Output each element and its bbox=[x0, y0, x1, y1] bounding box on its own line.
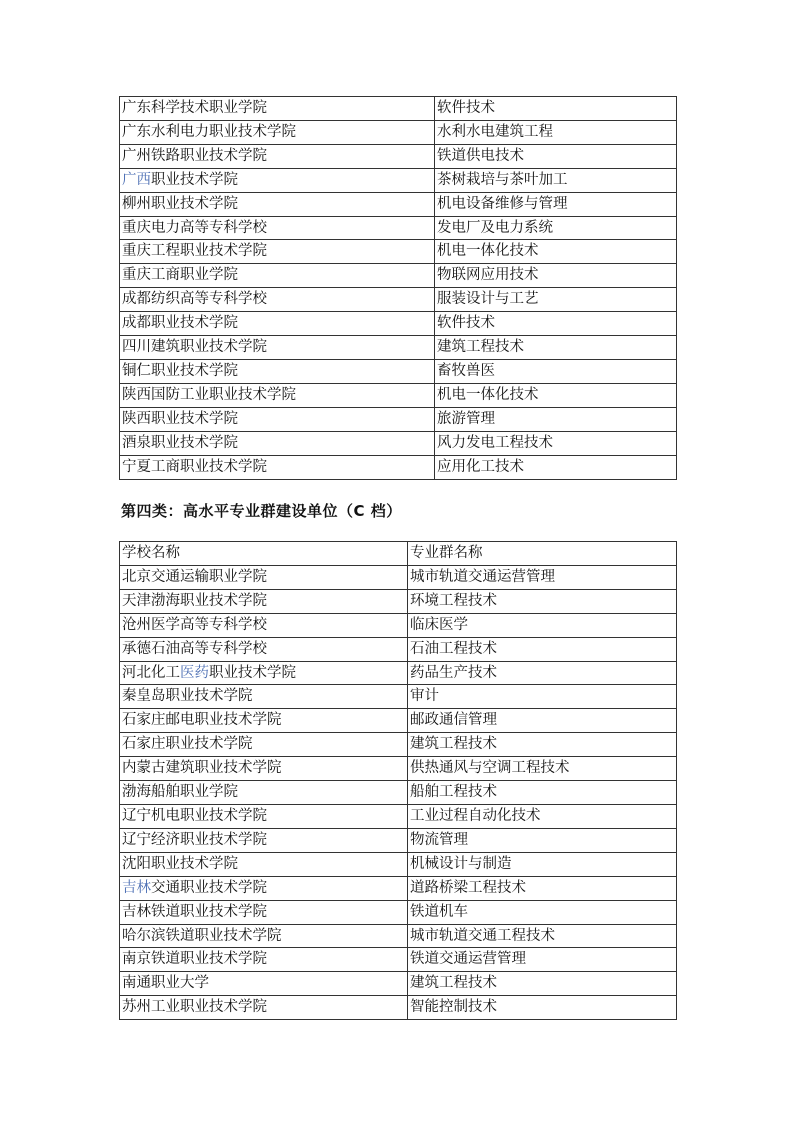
table-row bbox=[120, 216, 677, 240]
school-name-text: 陕西职业技术学院 bbox=[122, 410, 238, 427]
cell-major-group: 道路桥梁工程技术 bbox=[408, 876, 677, 900]
table-row bbox=[120, 359, 677, 383]
cell-school-name bbox=[120, 565, 408, 589]
cell-major-group: 软件技术 bbox=[435, 312, 677, 336]
cell-major-group: 风力发电工程技术 bbox=[435, 431, 677, 455]
cell-school-name bbox=[120, 996, 408, 1020]
table-row bbox=[120, 383, 677, 407]
school-name-text: 铜仁职业技术学院 bbox=[122, 362, 238, 379]
cell-major-group: 机电一体化技术 bbox=[435, 383, 677, 407]
cell-major-group: 水利水电建筑工程 bbox=[435, 120, 677, 144]
school-name-text: 职业技术学院 bbox=[151, 171, 238, 188]
table-high-level-continued bbox=[119, 96, 677, 480]
cell-school-name bbox=[120, 383, 435, 407]
cell-major-group: 铁道机车 bbox=[408, 900, 677, 924]
cell-school-name bbox=[120, 852, 408, 876]
cell-major-group: 旅游管理 bbox=[435, 407, 677, 431]
cell-school-name bbox=[120, 876, 408, 900]
cell-major-group: 机电一体化技术 bbox=[435, 240, 677, 264]
table-row bbox=[120, 144, 677, 168]
table-row bbox=[120, 97, 677, 121]
table-row bbox=[120, 431, 677, 455]
cell-major-group: 茶树栽培与茶叶加工 bbox=[435, 168, 677, 192]
cell-school-name bbox=[120, 407, 435, 431]
cell-school-name bbox=[120, 455, 435, 479]
table-row bbox=[120, 685, 677, 709]
table-body bbox=[120, 565, 677, 1019]
cell-major-group: 应用化工技术 bbox=[435, 455, 677, 479]
cell-major-group: 机电设备维修与管理 bbox=[435, 192, 677, 216]
school-name-text: 南京铁道职业技术学院 bbox=[122, 951, 267, 968]
cell-school-name bbox=[120, 312, 435, 336]
table-row bbox=[120, 192, 677, 216]
table-row bbox=[120, 852, 677, 876]
table-row bbox=[120, 168, 677, 192]
school-name-text: 秦皇岛职业技术学院 bbox=[122, 688, 253, 705]
table-c-tier-units bbox=[119, 541, 677, 1020]
school-name-text: 渤海船舶职业学院 bbox=[122, 784, 238, 801]
cell-school-name bbox=[120, 97, 435, 121]
school-name-text: 南通职业大学 bbox=[122, 975, 209, 992]
cell-major-group: 机械设计与制造 bbox=[408, 852, 677, 876]
cell-school-name bbox=[120, 589, 408, 613]
cell-major-group: 建筑工程技术 bbox=[408, 733, 677, 757]
table-row bbox=[120, 733, 677, 757]
cell-school-name bbox=[120, 288, 435, 312]
school-name-text: 石家庄职业技术学院 bbox=[122, 736, 253, 753]
cell-school-name bbox=[120, 168, 435, 192]
cell-major-group: 畜牧兽医 bbox=[435, 359, 677, 383]
school-name-text: 吉林铁道职业技术学院 bbox=[122, 903, 267, 920]
table-row bbox=[120, 924, 677, 948]
school-name-text: 酒泉职业技术学院 bbox=[122, 434, 238, 451]
cell-major-group: 智能控制技术 bbox=[408, 996, 677, 1020]
school-name-text: 成都职业技术学院 bbox=[122, 315, 238, 332]
table-row bbox=[120, 264, 677, 288]
cell-school-name bbox=[120, 972, 408, 996]
school-name-text: 广东水利电力职业技术学院 bbox=[122, 123, 296, 140]
cell-major-group: 城市轨道交通工程技术 bbox=[408, 924, 677, 948]
school-name-text: 交通职业技术学院 bbox=[151, 879, 267, 896]
cell-school-name bbox=[120, 613, 408, 637]
cell-school-name bbox=[120, 685, 408, 709]
school-name-text: 辽宁机电职业技术学院 bbox=[122, 807, 267, 824]
table-row bbox=[120, 288, 677, 312]
cell-major-group: 石油工程技术 bbox=[408, 637, 677, 661]
cell-school-name bbox=[120, 431, 435, 455]
table-row bbox=[120, 828, 677, 852]
table-row bbox=[120, 565, 677, 589]
school-name-text: 职业技术学院 bbox=[209, 664, 296, 681]
cell-school-name bbox=[120, 240, 435, 264]
table-row bbox=[120, 709, 677, 733]
school-name-text: 陕西国防工业职业技术学院 bbox=[122, 386, 296, 403]
table-row bbox=[120, 336, 677, 360]
cell-major-group: 工业过程自动化技术 bbox=[408, 804, 677, 828]
column-header-major-group: 专业群名称 bbox=[408, 542, 677, 566]
school-name-text: 承德石油高等专科学校 bbox=[122, 640, 267, 657]
cell-school-name bbox=[120, 336, 435, 360]
table-row bbox=[120, 876, 677, 900]
school-name-text: 石家庄邮电职业技术学院 bbox=[122, 712, 282, 729]
cell-major-group: 环境工程技术 bbox=[408, 589, 677, 613]
table-row bbox=[120, 757, 677, 781]
cell-school-name bbox=[120, 828, 408, 852]
school-name-text: 重庆工商职业学院 bbox=[122, 267, 238, 284]
school-name-text: 辽宁经济职业技术学院 bbox=[122, 831, 267, 848]
cell-school-name bbox=[120, 948, 408, 972]
cell-school-name bbox=[120, 661, 408, 685]
table-row bbox=[120, 972, 677, 996]
table-row bbox=[120, 589, 677, 613]
school-name-text: 哈尔滨铁道职业技术学院 bbox=[122, 927, 282, 944]
cell-school-name bbox=[120, 733, 408, 757]
cell-major-group: 城市轨道交通运营管理 bbox=[408, 565, 677, 589]
cell-major-group: 发电厂及电力系统 bbox=[435, 216, 677, 240]
school-name-text: 苏州工业职业技术学院 bbox=[122, 999, 267, 1016]
cell-major-group: 审计 bbox=[408, 685, 677, 709]
table-row bbox=[120, 455, 677, 479]
school-name-link[interactable]: 医药 bbox=[180, 664, 209, 681]
table-row bbox=[120, 781, 677, 805]
school-name-text: 沈阳职业技术学院 bbox=[122, 855, 238, 872]
cell-major-group: 船舶工程技术 bbox=[408, 781, 677, 805]
school-name-text: 沧州医学高等专科学校 bbox=[122, 616, 267, 633]
school-name-text: 宁夏工商职业技术学院 bbox=[122, 458, 267, 475]
school-name-text: 柳州职业技术学院 bbox=[122, 195, 238, 212]
school-name-text: 河北化工 bbox=[122, 664, 180, 681]
cell-major-group: 铁道交通运营管理 bbox=[408, 948, 677, 972]
cell-major-group: 软件技术 bbox=[435, 97, 677, 121]
table-row bbox=[120, 900, 677, 924]
school-name-text: 广州铁路职业技术学院 bbox=[122, 147, 267, 164]
cell-school-name bbox=[120, 924, 408, 948]
cell-major-group: 建筑工程技术 bbox=[435, 336, 677, 360]
table-row bbox=[120, 637, 677, 661]
table-row bbox=[120, 996, 677, 1020]
table-row bbox=[120, 804, 677, 828]
cell-school-name bbox=[120, 781, 408, 805]
cell-school-name bbox=[120, 264, 435, 288]
school-name-text: 四川建筑职业技术学院 bbox=[122, 339, 267, 356]
cell-school-name bbox=[120, 900, 408, 924]
school-name-text: 天津渤海职业技术学院 bbox=[122, 592, 267, 609]
section-heading: 第四类：高水平专业群建设单位（C 档） bbox=[121, 502, 402, 520]
school-name-text: 重庆电力高等专科学校 bbox=[122, 219, 267, 236]
cell-school-name bbox=[120, 144, 435, 168]
cell-major-group: 建筑工程技术 bbox=[408, 972, 677, 996]
school-name-text: 重庆工程职业技术学院 bbox=[122, 243, 267, 260]
school-name-text: 内蒙古建筑职业技术学院 bbox=[122, 760, 282, 777]
table-row bbox=[120, 312, 677, 336]
cell-major-group: 供热通风与空调工程技术 bbox=[408, 757, 677, 781]
cell-school-name bbox=[120, 216, 435, 240]
table-body bbox=[120, 97, 677, 480]
table-row bbox=[120, 661, 677, 685]
school-name-text: 北京交通运输职业学院 bbox=[122, 568, 267, 585]
school-name-link[interactable]: 广西 bbox=[122, 171, 151, 188]
school-name-text: 广东科学技术职业学院 bbox=[122, 100, 267, 116]
table-header-row bbox=[120, 542, 677, 566]
cell-school-name bbox=[120, 709, 408, 733]
cell-school-name bbox=[120, 757, 408, 781]
cell-major-group: 物流管理 bbox=[408, 828, 677, 852]
cell-major-group: 物联网应用技术 bbox=[435, 264, 677, 288]
school-name-link[interactable]: 吉林 bbox=[122, 879, 151, 896]
cell-major-group: 服装设计与工艺 bbox=[435, 288, 677, 312]
cell-major-group: 临床医学 bbox=[408, 613, 677, 637]
cell-school-name bbox=[120, 359, 435, 383]
table-row bbox=[120, 407, 677, 431]
table-row bbox=[120, 240, 677, 264]
cell-major-group: 邮政通信管理 bbox=[408, 709, 677, 733]
cell-school-name bbox=[120, 120, 435, 144]
cell-school-name bbox=[120, 637, 408, 661]
table-row bbox=[120, 948, 677, 972]
cell-school-name bbox=[120, 804, 408, 828]
cell-school-name bbox=[120, 192, 435, 216]
table-row bbox=[120, 120, 677, 144]
school-name-text: 成都纺织高等专科学校 bbox=[122, 291, 267, 308]
column-header-school: 学校名称 bbox=[120, 542, 408, 566]
cell-major-group: 药品生产技术 bbox=[408, 661, 677, 685]
cell-major-group: 铁道供电技术 bbox=[435, 144, 677, 168]
table-row bbox=[120, 613, 677, 637]
